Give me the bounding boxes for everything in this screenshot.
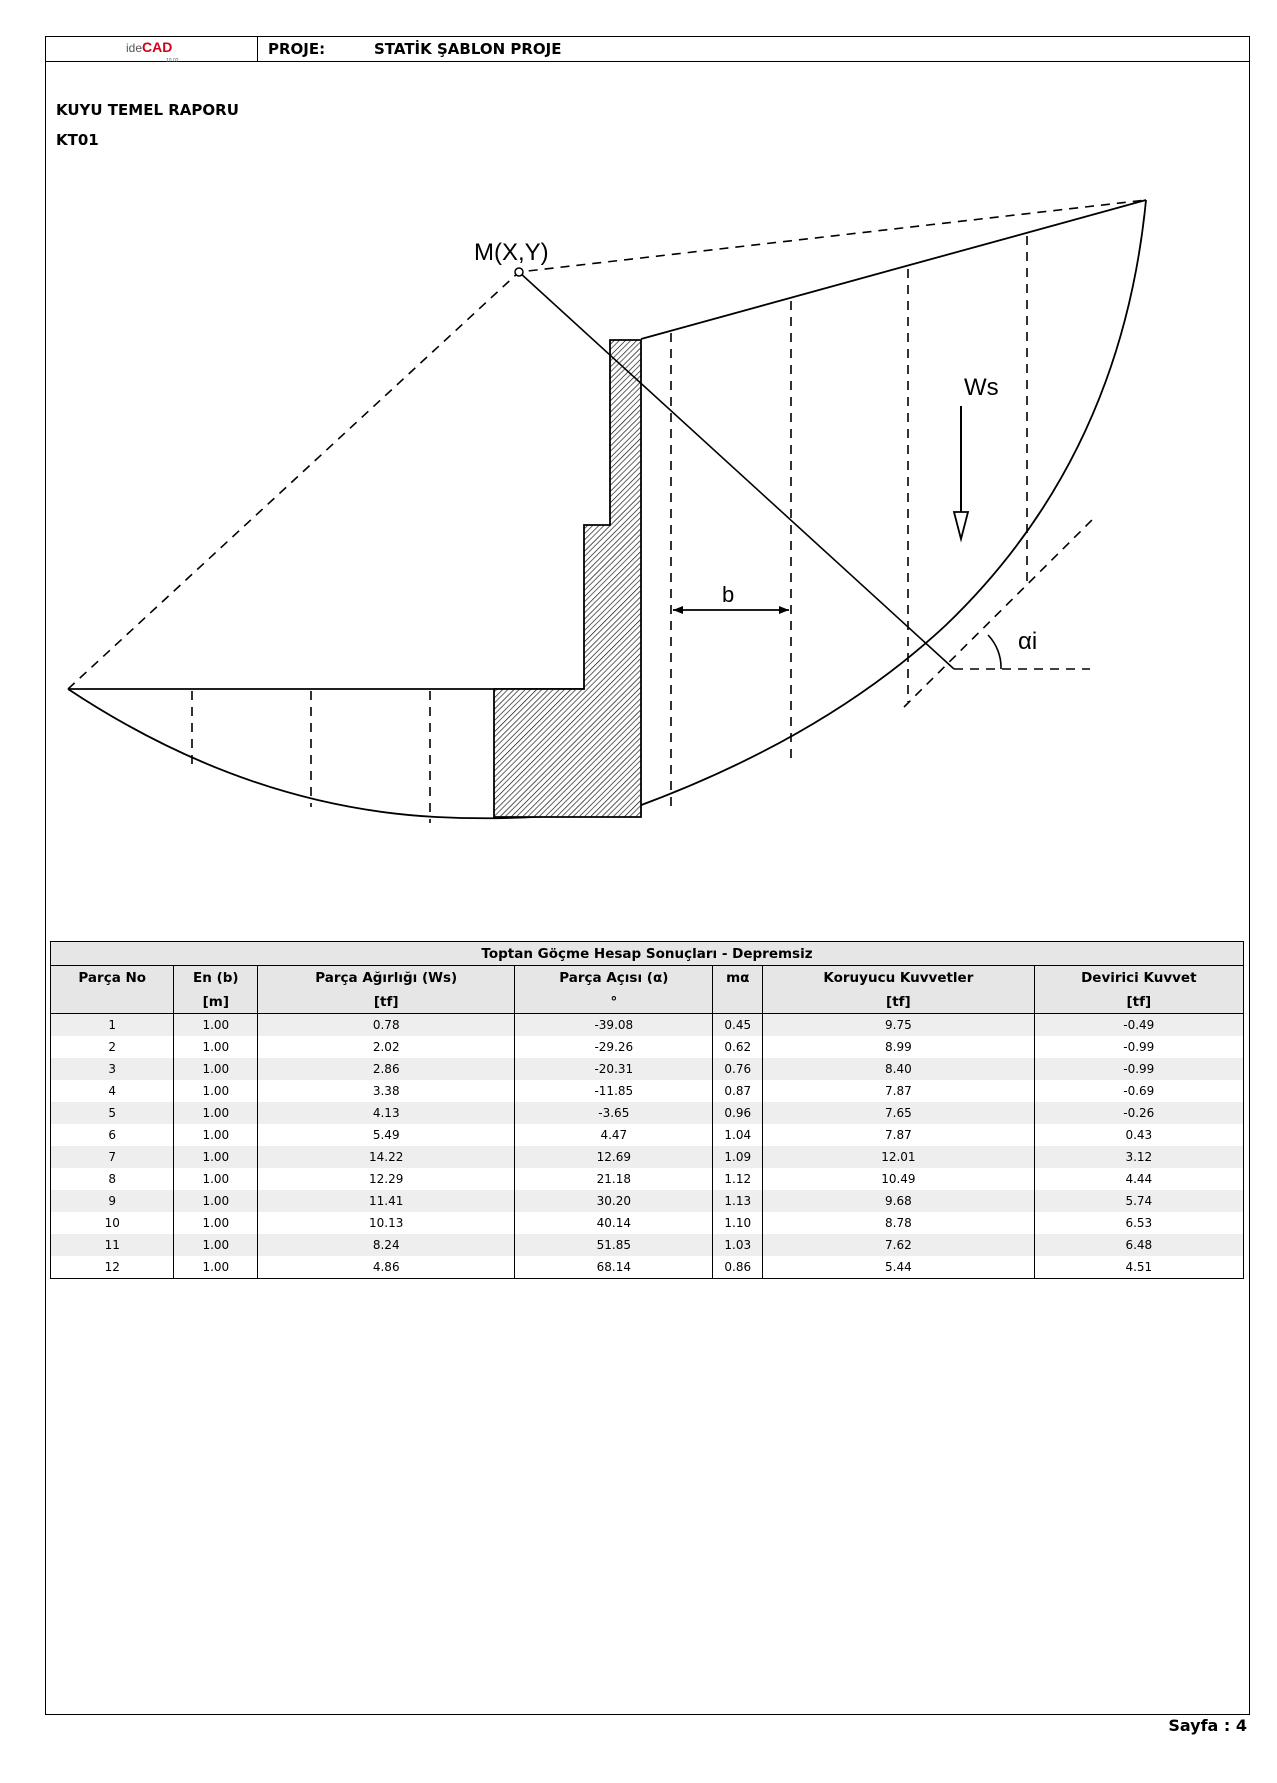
cell: 68.14 [515, 1256, 713, 1279]
col-koruyucu: Koruyucu Kuvvetler [763, 966, 1034, 991]
logo-ide-text: ide [126, 41, 143, 55]
cell: 1.00 [174, 1168, 258, 1190]
cell: 9.68 [763, 1190, 1034, 1212]
cell: 3.12 [1034, 1146, 1243, 1168]
cell: 1.00 [174, 1036, 258, 1058]
cell: 4.44 [1034, 1168, 1243, 1190]
table-row [51, 1234, 1244, 1256]
col-aci: Parça Açısı (α) [515, 966, 713, 991]
cell: -0.49 [1034, 1014, 1243, 1037]
cell: 1.00 [174, 1102, 258, 1124]
table-row [51, 1146, 1244, 1168]
cell: 1.12 [713, 1168, 763, 1190]
cell: 1.00 [174, 1256, 258, 1279]
cell: 9.75 [763, 1014, 1034, 1037]
col-devirici: Devirici Kuvvet [1034, 966, 1243, 991]
cell: 5 [51, 1102, 174, 1124]
cell: 2.02 [258, 1036, 515, 1058]
cell: 1.00 [174, 1234, 258, 1256]
table-row [51, 1212, 1244, 1234]
table-row [51, 1058, 1244, 1080]
cell: 1.09 [713, 1146, 763, 1168]
cell: 9 [51, 1190, 174, 1212]
cell: 12 [51, 1256, 174, 1279]
unit-parca-no [51, 990, 174, 1014]
cell: 8.24 [258, 1234, 515, 1256]
retaining-wall [494, 340, 641, 817]
width-label: b [722, 582, 735, 607]
logo-version: 10.02 [166, 58, 179, 64]
weight-arrow-head [954, 512, 968, 539]
cell: 21.18 [515, 1168, 713, 1190]
cell: 0.45 [713, 1014, 763, 1037]
cell: -0.69 [1034, 1080, 1243, 1102]
cell: 1.10 [713, 1212, 763, 1234]
cell: 0.96 [713, 1102, 763, 1124]
page-frame [45, 36, 1250, 1715]
cell: 7.87 [763, 1124, 1034, 1146]
cell: 8.40 [763, 1058, 1034, 1080]
center-point [515, 268, 523, 276]
cell: 5.49 [258, 1124, 515, 1146]
center-label: M(X,Y) [474, 239, 549, 266]
cell: 1.00 [174, 1014, 258, 1037]
cell: 1.00 [174, 1080, 258, 1102]
cell: 1.03 [713, 1234, 763, 1256]
col-parca-no: Parça No [51, 966, 174, 991]
cell: 0.76 [713, 1058, 763, 1080]
cell: -29.26 [515, 1036, 713, 1058]
cell: 5.44 [763, 1256, 1034, 1279]
project-name: STATİK ŞABLON PROJE [374, 40, 562, 58]
table-row [51, 1256, 1244, 1279]
cell: 12.01 [763, 1146, 1034, 1168]
cell: 1.00 [174, 1146, 258, 1168]
cell: 0.78 [258, 1014, 515, 1037]
cell: 1.04 [713, 1124, 763, 1146]
cell: 1.13 [713, 1190, 763, 1212]
cell: 6 [51, 1124, 174, 1146]
cell: 8.99 [763, 1036, 1034, 1058]
unit-en: [m] [174, 990, 258, 1014]
cell: 40.14 [515, 1212, 713, 1234]
table-row [51, 1036, 1244, 1058]
cell: -11.85 [515, 1080, 713, 1102]
col-m-alpha: mα [713, 966, 763, 991]
slope-stability-diagram [46, 37, 1251, 937]
cell: 2.86 [258, 1058, 515, 1080]
unit-devirici: [tf] [1034, 990, 1243, 1014]
unit-m-alpha [713, 990, 763, 1014]
cell: 4.47 [515, 1124, 713, 1146]
cell: 11 [51, 1234, 174, 1256]
cell: -0.99 [1034, 1036, 1243, 1058]
cell: 0.43 [1034, 1124, 1243, 1146]
unit-koruyucu: [tf] [763, 990, 1034, 1014]
col-agirlik: Parça Ağırlığı (Ws) [258, 966, 515, 991]
cell: 11.41 [258, 1190, 515, 1212]
cell: 0.62 [713, 1036, 763, 1058]
cell: 10 [51, 1212, 174, 1234]
tangent-line [904, 518, 1094, 707]
cell: 7.62 [763, 1234, 1034, 1256]
cell: 51.85 [515, 1234, 713, 1256]
table-row [51, 1080, 1244, 1102]
table-row [51, 1168, 1244, 1190]
cell: 8.78 [763, 1212, 1034, 1234]
angle-label: αi [1018, 628, 1038, 655]
angle-arc [988, 635, 1001, 669]
results-table [50, 941, 1244, 1279]
logo-cad-text: CAD [142, 39, 173, 55]
cell: 12.69 [515, 1146, 713, 1168]
cell: 3 [51, 1058, 174, 1080]
cell: 8 [51, 1168, 174, 1190]
page-number: Sayfa : 4 [1168, 1716, 1247, 1735]
cell: 30.20 [515, 1190, 713, 1212]
cell: 4.86 [258, 1256, 515, 1279]
cell: 7 [51, 1146, 174, 1168]
cell: 4.51 [1034, 1256, 1243, 1279]
table-caption: Toptan Göçme Hesap Sonuçları - Depremsiz [51, 942, 1244, 966]
cell: 0.86 [713, 1256, 763, 1279]
cell: 12.29 [258, 1168, 515, 1190]
cell: 14.22 [258, 1146, 515, 1168]
project-label: PROJE: [268, 40, 326, 58]
table-row [51, 1102, 1244, 1124]
table-row [51, 1124, 1244, 1146]
cell: -0.26 [1034, 1102, 1243, 1124]
table-row [51, 1190, 1244, 1212]
upper-ground-line [641, 200, 1146, 339]
unit-agirlik: [tf] [258, 990, 515, 1014]
unit-aci: ° [515, 990, 713, 1014]
cell: 7.65 [763, 1102, 1034, 1124]
cell: 5.74 [1034, 1190, 1243, 1212]
cell: -3.65 [515, 1102, 713, 1124]
cell: -0.99 [1034, 1058, 1243, 1080]
report-code: KT01 [56, 131, 99, 149]
cell: 10.13 [258, 1212, 515, 1234]
cell: -20.31 [515, 1058, 713, 1080]
cell: -39.08 [515, 1014, 713, 1037]
cell: 2 [51, 1036, 174, 1058]
table-row [51, 1014, 1244, 1037]
cell: 1 [51, 1014, 174, 1037]
cell: 10.49 [763, 1168, 1034, 1190]
cell: 4.13 [258, 1102, 515, 1124]
cell: 4 [51, 1080, 174, 1102]
cell: 3.38 [258, 1080, 515, 1102]
cell: 1.00 [174, 1058, 258, 1080]
cell: 6.48 [1034, 1234, 1243, 1256]
weight-label: Ws [964, 374, 999, 401]
col-en: En (b) [174, 966, 258, 991]
cell: 7.87 [763, 1080, 1034, 1102]
cell: 6.53 [1034, 1212, 1243, 1234]
cell: 0.87 [713, 1080, 763, 1102]
cell: 1.00 [174, 1212, 258, 1234]
cell: 1.00 [174, 1124, 258, 1146]
cell: 1.00 [174, 1190, 258, 1212]
report-title: KUYU TEMEL RAPORU [56, 101, 239, 119]
